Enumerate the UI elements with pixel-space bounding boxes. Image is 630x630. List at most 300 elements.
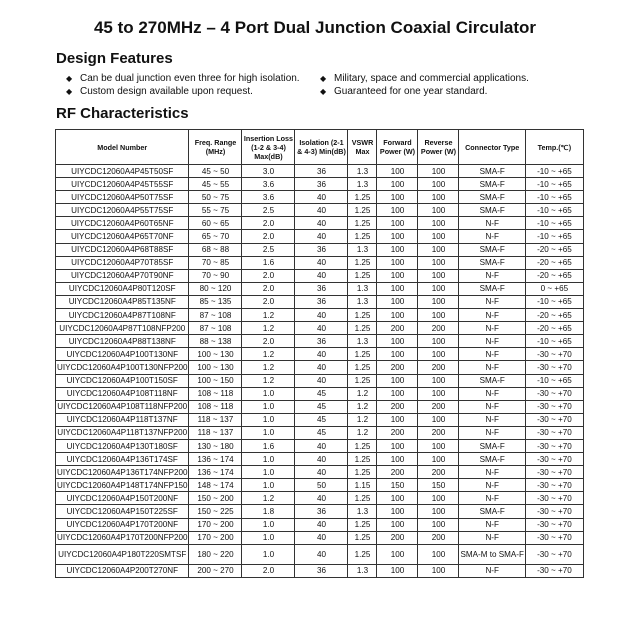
table-cell: 40 xyxy=(295,453,348,466)
design-features-heading: Design Features xyxy=(56,50,173,67)
table-cell: 1.6 xyxy=(242,256,295,269)
table-cell: 1.25 xyxy=(348,217,377,230)
table-cell: 87 ~ 108 xyxy=(189,309,242,322)
table-cell: 1.25 xyxy=(348,374,377,387)
table-cell: N-F xyxy=(459,230,525,243)
table-cell: 100 ~ 130 xyxy=(189,361,242,374)
table-cell: 100 xyxy=(418,505,459,518)
table-cell: -10 ~ +65 xyxy=(525,204,583,217)
table-row xyxy=(56,439,584,452)
table-cell: 1.25 xyxy=(348,361,377,374)
table-cell: 100 xyxy=(418,243,459,256)
table-cell: 100 xyxy=(418,165,459,178)
table-cell: 2.0 xyxy=(242,335,295,348)
table-cell: -30 ~ +70 xyxy=(525,387,583,400)
table-cell: 45 ~ 55 xyxy=(189,178,242,191)
table-cell: 2.0 xyxy=(242,295,295,308)
table-cell: -30 ~ +70 xyxy=(525,492,583,505)
bullet-icon: ◆ xyxy=(66,87,73,96)
table-cell: SMA-F xyxy=(459,178,525,191)
table-cell: -10 ~ +65 xyxy=(525,335,583,348)
table-cell: 45 xyxy=(295,426,348,439)
table-cell: 100 xyxy=(418,217,459,230)
table-cell: 1.2 xyxy=(242,374,295,387)
column-header: Connector Type xyxy=(459,130,525,165)
table-cell: 100 xyxy=(377,387,418,400)
bullet-icon: ◆ xyxy=(66,74,73,83)
table-cell: -10 ~ +65 xyxy=(525,178,583,191)
table-row xyxy=(56,492,584,505)
table-row xyxy=(56,505,584,518)
table-cell: 40 xyxy=(295,361,348,374)
table-cell: SMA-F xyxy=(459,453,525,466)
table-cell: 40 xyxy=(295,531,348,544)
table-cell: 100 xyxy=(418,518,459,531)
table-cell: UIYCDC12060A4P87T108NF xyxy=(56,309,189,322)
table-cell: 2.0 xyxy=(242,217,295,230)
table-cell: 200 xyxy=(418,400,459,413)
table-cell: UIYCDC12060A4P148T174NFP150 xyxy=(56,479,189,492)
table-row xyxy=(56,544,584,564)
table-cell: 200 xyxy=(377,361,418,374)
table-cell: 45 xyxy=(295,413,348,426)
table-cell: 88 ~ 138 xyxy=(189,335,242,348)
table-cell: 36 xyxy=(295,178,348,191)
table-cell: SMA-F xyxy=(459,505,525,518)
table-cell: 65 ~ 70 xyxy=(189,230,242,243)
column-header: Freq. Range (MHz) xyxy=(189,130,242,165)
table-row xyxy=(56,518,584,531)
table-cell: UIYCDC12060A4P108T118NF xyxy=(56,387,189,400)
table-cell: 36 xyxy=(295,564,348,577)
table-cell: 100 xyxy=(418,178,459,191)
table-row xyxy=(56,374,584,387)
feature-item: ◆ Military, space and commercial applications. xyxy=(320,73,529,84)
table-cell: 118 ~ 137 xyxy=(189,413,242,426)
table-cell: 1.25 xyxy=(348,466,377,479)
table-row xyxy=(56,361,584,374)
table-row xyxy=(56,282,584,295)
table-cell: 200 xyxy=(418,361,459,374)
table-cell: 100 xyxy=(377,256,418,269)
table-cell: -30 ~ +70 xyxy=(525,531,583,544)
page-title: 45 to 270MHz – 4 Port Dual Junction Coaxial Circulator xyxy=(93,18,537,37)
table-cell: N-F xyxy=(459,309,525,322)
table-cell: 150 xyxy=(377,479,418,492)
table-row xyxy=(56,309,584,322)
table-cell: UIYCDC12060A4P68T88SF xyxy=(56,243,189,256)
table-cell: 100 xyxy=(377,335,418,348)
table-cell: 3.0 xyxy=(242,165,295,178)
table-cell: UIYCDC12060A4P87T108NFP200 xyxy=(56,322,189,335)
table-cell: 1.25 xyxy=(348,453,377,466)
table-cell: -10 ~ +65 xyxy=(525,165,583,178)
table-cell: 60 ~ 65 xyxy=(189,217,242,230)
table-cell: 2.0 xyxy=(242,282,295,295)
table-cell: -30 ~ +70 xyxy=(525,466,583,479)
table-cell: 85 ~ 135 xyxy=(189,295,242,308)
table-cell: 1.25 xyxy=(348,256,377,269)
table-cell: 40 xyxy=(295,374,348,387)
table-cell: SMA-M to SMA-F xyxy=(459,544,525,564)
table-cell: N-F xyxy=(459,322,525,335)
table-cell: 100 xyxy=(418,309,459,322)
table-cell: 40 xyxy=(295,466,348,479)
table-cell: 100 ~ 150 xyxy=(189,374,242,387)
table-cell: 1.3 xyxy=(348,243,377,256)
table-cell: 1.25 xyxy=(348,348,377,361)
table-cell: UIYCDC12060A4P100T130NF xyxy=(56,348,189,361)
table-cell: 40 xyxy=(295,217,348,230)
table-cell: 130 ~ 180 xyxy=(189,439,242,452)
table-cell: 100 xyxy=(377,243,418,256)
column-header: Model Number xyxy=(56,130,189,165)
table-cell: 1.25 xyxy=(348,439,377,452)
table-cell: -30 ~ +70 xyxy=(525,479,583,492)
table-cell: 1.2 xyxy=(242,492,295,505)
table-row xyxy=(56,191,584,204)
table-cell: N-F xyxy=(459,479,525,492)
table-cell: 100 xyxy=(418,204,459,217)
table-cell: -30 ~ +70 xyxy=(525,439,583,452)
table-cell: 1.25 xyxy=(348,492,377,505)
table-row xyxy=(56,256,584,269)
table-cell: 100 xyxy=(377,492,418,505)
feature-item: ◆ Guaranteed for one year standard. xyxy=(320,86,488,97)
table-cell: 40 xyxy=(295,204,348,217)
table-cell: 1.25 xyxy=(348,518,377,531)
table-cell: UIYCDC12060A4P100T150SF xyxy=(56,374,189,387)
table-cell: 150 ~ 200 xyxy=(189,492,242,505)
table-cell: -30 ~ +70 xyxy=(525,361,583,374)
table-cell: SMA-F xyxy=(459,243,525,256)
table-cell: 45 xyxy=(295,387,348,400)
table-row xyxy=(56,348,584,361)
feature-item: ◆ Can be dual junction even three for high isolation. xyxy=(66,73,300,84)
table-cell: N-F xyxy=(459,387,525,400)
table-cell: N-F xyxy=(459,492,525,505)
table-cell: 136 ~ 174 xyxy=(189,466,242,479)
table-cell: 2.0 xyxy=(242,564,295,577)
rf-characteristics-heading: RF Characteristics xyxy=(56,105,189,122)
table-cell: SMA-F xyxy=(459,191,525,204)
table-cell: 180 ~ 220 xyxy=(189,544,242,564)
table-cell: 100 xyxy=(377,544,418,564)
table-cell: 40 xyxy=(295,348,348,361)
table-cell: 55 ~ 75 xyxy=(189,204,242,217)
table-cell: 100 xyxy=(418,335,459,348)
table-cell: N-F xyxy=(459,518,525,531)
table-cell: -30 ~ +70 xyxy=(525,453,583,466)
table-cell: -10 ~ +65 xyxy=(525,230,583,243)
table-cell: 1.0 xyxy=(242,479,295,492)
table-cell: UIYCDC12060A4P85T135NF xyxy=(56,295,189,308)
table-cell: SMA-F xyxy=(459,374,525,387)
table-cell: N-F xyxy=(459,335,525,348)
table-cell: -30 ~ +70 xyxy=(525,348,583,361)
table-cell: 100 xyxy=(418,413,459,426)
table-cell: 36 xyxy=(295,243,348,256)
table-cell: 40 xyxy=(295,309,348,322)
table-cell: 200 ~ 270 xyxy=(189,564,242,577)
table-cell: 100 xyxy=(418,282,459,295)
table-cell: -10 ~ +65 xyxy=(525,374,583,387)
table-cell: UIYCDC12060A4P100T130NFP200 xyxy=(56,361,189,374)
table-cell: 100 xyxy=(418,492,459,505)
table-cell: -20 ~ +65 xyxy=(525,243,583,256)
table-row xyxy=(56,217,584,230)
column-header: Reverse Power (W) xyxy=(418,130,459,165)
table-cell: -30 ~ +70 xyxy=(525,564,583,577)
table-cell: 100 xyxy=(418,544,459,564)
table-row xyxy=(56,531,584,544)
table-row xyxy=(56,400,584,413)
table-cell: UIYCDC12060A4P200T270NF xyxy=(56,564,189,577)
table-cell: 100 xyxy=(418,564,459,577)
table-cell: 1.6 xyxy=(242,439,295,452)
table-row xyxy=(56,269,584,282)
table-body xyxy=(56,165,584,578)
table-cell: 136 ~ 174 xyxy=(189,453,242,466)
table-cell: -30 ~ +70 xyxy=(525,518,583,531)
table-cell: 1.2 xyxy=(242,309,295,322)
table-cell: 100 xyxy=(418,191,459,204)
table-row xyxy=(56,322,584,335)
table-cell: SMA-F xyxy=(459,256,525,269)
cropped-next-heading xyxy=(56,616,176,630)
table-cell: 1.2 xyxy=(348,400,377,413)
table-cell: 45 xyxy=(295,400,348,413)
table-cell: -10 ~ +65 xyxy=(525,217,583,230)
table-cell: 1.3 xyxy=(348,295,377,308)
table-cell: 1.8 xyxy=(242,505,295,518)
table-cell: UIYCDC12060A4P150T225SF xyxy=(56,505,189,518)
table-cell: 1.2 xyxy=(242,322,295,335)
table-cell: UIYCDC12060A4P70T85SF xyxy=(56,256,189,269)
table-cell: 3.6 xyxy=(242,178,295,191)
table-cell: 100 xyxy=(418,387,459,400)
table-cell: 1.3 xyxy=(348,335,377,348)
table-row xyxy=(56,387,584,400)
table-cell: 148 ~ 174 xyxy=(189,479,242,492)
table-cell: -30 ~ +70 xyxy=(525,413,583,426)
table-cell: 100 xyxy=(377,204,418,217)
table-cell: 1.3 xyxy=(348,564,377,577)
table-cell: 40 xyxy=(295,322,348,335)
table-cell: -20 ~ +65 xyxy=(525,322,583,335)
table-cell: 200 xyxy=(418,531,459,544)
table-cell: 1.25 xyxy=(348,230,377,243)
table-cell: UIYCDC12060A4P150T200NF xyxy=(56,492,189,505)
table-row xyxy=(56,165,584,178)
table-cell: 100 xyxy=(418,230,459,243)
table-cell: 100 xyxy=(418,348,459,361)
table-cell: 100 xyxy=(377,178,418,191)
table-cell: 36 xyxy=(295,505,348,518)
feature-item: ◆ Custom design available upon request. xyxy=(66,86,253,97)
table-cell: UIYCDC12060A4P118T137NF xyxy=(56,413,189,426)
table-cell: 70 ~ 85 xyxy=(189,256,242,269)
column-header: VSWR Max xyxy=(348,130,377,165)
table-cell: 1.25 xyxy=(348,204,377,217)
table-cell: 200 xyxy=(418,322,459,335)
table-row xyxy=(56,564,584,577)
table-cell: 100 xyxy=(418,453,459,466)
table-cell: 1.25 xyxy=(348,544,377,564)
table-cell: UIYCDC12060A4P45T55SF xyxy=(56,178,189,191)
table-cell: N-F xyxy=(459,269,525,282)
table-cell: 100 xyxy=(377,309,418,322)
table-cell: 1.2 xyxy=(242,348,295,361)
table-cell: 200 xyxy=(377,426,418,439)
table-cell: -30 ~ +70 xyxy=(525,426,583,439)
table-cell: 2.0 xyxy=(242,269,295,282)
table-cell: 100 xyxy=(377,269,418,282)
table-cell: 1.25 xyxy=(348,191,377,204)
table-row xyxy=(56,413,584,426)
table-cell: 100 xyxy=(377,191,418,204)
table-row xyxy=(56,230,584,243)
table-cell: N-F xyxy=(459,466,525,479)
table-cell: 100 xyxy=(377,217,418,230)
table-cell: N-F xyxy=(459,426,525,439)
table-cell: N-F xyxy=(459,217,525,230)
table-cell: UIYCDC12060A4P60T65NF xyxy=(56,217,189,230)
table-cell: 2.0 xyxy=(242,230,295,243)
table-cell: 100 xyxy=(418,256,459,269)
table-cell: UIYCDC12060A4P55T75SF xyxy=(56,204,189,217)
table-cell: 170 ~ 200 xyxy=(189,531,242,544)
table-cell: UIYCDC12060A4P50T75SF xyxy=(56,191,189,204)
table-cell: 1.0 xyxy=(242,466,295,479)
table-cell: 170 ~ 200 xyxy=(189,518,242,531)
table-cell: -20 ~ +65 xyxy=(525,269,583,282)
table-cell: 200 xyxy=(377,466,418,479)
table-cell: 108 ~ 118 xyxy=(189,387,242,400)
table-cell: 3.6 xyxy=(242,191,295,204)
table-cell: 68 ~ 88 xyxy=(189,243,242,256)
table-cell: 100 xyxy=(377,518,418,531)
table-cell: UIYCDC12060A4P65T70NF xyxy=(56,230,189,243)
bullet-icon: ◆ xyxy=(320,74,327,83)
table-cell: 50 xyxy=(295,479,348,492)
table-row xyxy=(56,243,584,256)
column-header: Insertion Loss (1-2 & 3-4) Max(dB) xyxy=(242,130,295,165)
table-cell: 50 ~ 75 xyxy=(189,191,242,204)
table-cell: 0 ~ +65 xyxy=(525,282,583,295)
table-cell: 100 xyxy=(377,564,418,577)
table-cell: -20 ~ +65 xyxy=(525,256,583,269)
table-cell: 100 xyxy=(377,374,418,387)
table-cell: 40 xyxy=(295,191,348,204)
table-cell: UIYCDC12060A4P108T118NFP200 xyxy=(56,400,189,413)
table-cell: -30 ~ +70 xyxy=(525,544,583,564)
table-cell: 40 xyxy=(295,269,348,282)
table-cell: 36 xyxy=(295,295,348,308)
table-row xyxy=(56,335,584,348)
table-cell: 2.5 xyxy=(242,243,295,256)
table-cell: -30 ~ +70 xyxy=(525,505,583,518)
table-cell: N-F xyxy=(459,531,525,544)
table-cell: 1.3 xyxy=(348,505,377,518)
table-cell: 118 ~ 137 xyxy=(189,426,242,439)
table-cell: 100 xyxy=(377,453,418,466)
table-cell: 1.2 xyxy=(348,413,377,426)
table-cell: 150 xyxy=(418,479,459,492)
table-cell: 100 xyxy=(377,413,418,426)
table-cell: 200 xyxy=(418,466,459,479)
table-cell: 1.2 xyxy=(242,361,295,374)
table-cell: 1.0 xyxy=(242,531,295,544)
table-cell: SMA-F xyxy=(459,282,525,295)
table-cell: 100 ~ 130 xyxy=(189,348,242,361)
table-cell: 80 ~ 120 xyxy=(189,282,242,295)
table-cell: 200 xyxy=(377,322,418,335)
table-cell: UIYCDC12060A4P130T180SF xyxy=(56,439,189,452)
table-cell: -10 ~ +65 xyxy=(525,295,583,308)
table-cell: 40 xyxy=(295,230,348,243)
table-cell: SMA-F xyxy=(459,204,525,217)
table-row xyxy=(56,453,584,466)
table-cell: 87 ~ 108 xyxy=(189,322,242,335)
table-cell: N-F xyxy=(459,413,525,426)
table-cell: 1.25 xyxy=(348,309,377,322)
column-header: Temp.(℃) xyxy=(525,130,583,165)
table-cell: 36 xyxy=(295,282,348,295)
table-cell: 1.0 xyxy=(242,426,295,439)
table-cell: 150 ~ 225 xyxy=(189,505,242,518)
table-cell: UIYCDC12060A4P80T120SF xyxy=(56,282,189,295)
table-cell: 70 ~ 90 xyxy=(189,269,242,282)
table-cell: 1.25 xyxy=(348,322,377,335)
table-cell: 1.3 xyxy=(348,178,377,191)
table-cell: 1.0 xyxy=(242,544,295,564)
table-cell: 36 xyxy=(295,335,348,348)
table-cell: UIYCDC12060A4P88T138NF xyxy=(56,335,189,348)
table-cell: 100 xyxy=(377,348,418,361)
table-cell: 40 xyxy=(295,544,348,564)
design-features-list xyxy=(66,73,586,99)
table-row xyxy=(56,204,584,217)
table-cell: 40 xyxy=(295,256,348,269)
table-cell: 100 xyxy=(377,505,418,518)
table-cell: 1.25 xyxy=(348,269,377,282)
table-cell: SMA-F xyxy=(459,165,525,178)
table-row xyxy=(56,479,584,492)
table-cell: 100 xyxy=(418,439,459,452)
column-header: Forward Power (W) xyxy=(377,130,418,165)
table-cell: 108 ~ 118 xyxy=(189,400,242,413)
table-cell: 100 xyxy=(377,295,418,308)
table-cell: SMA-F xyxy=(459,439,525,452)
table-row xyxy=(56,466,584,479)
table-cell: UIYCDC12060A4P180T220SMTSF xyxy=(56,544,189,564)
table-cell: UIYCDC12060A4P70T90NF xyxy=(56,269,189,282)
table-cell: 36 xyxy=(295,165,348,178)
table-cell: 100 xyxy=(418,269,459,282)
table-cell: UIYCDC12060A4P136T174SF xyxy=(56,453,189,466)
table-cell: UIYCDC12060A4P170T200NFP200 xyxy=(56,531,189,544)
rf-characteristics-table xyxy=(55,129,584,578)
table-cell: UIYCDC12060A4P170T200NF xyxy=(56,518,189,531)
table-cell: 100 xyxy=(377,439,418,452)
table-cell: 1.3 xyxy=(348,165,377,178)
table-cell: 1.0 xyxy=(242,453,295,466)
table-cell: 1.0 xyxy=(242,400,295,413)
table-cell: UIYCDC12060A4P45T50SF xyxy=(56,165,189,178)
table-cell: 40 xyxy=(295,492,348,505)
table-cell: -10 ~ +65 xyxy=(525,191,583,204)
